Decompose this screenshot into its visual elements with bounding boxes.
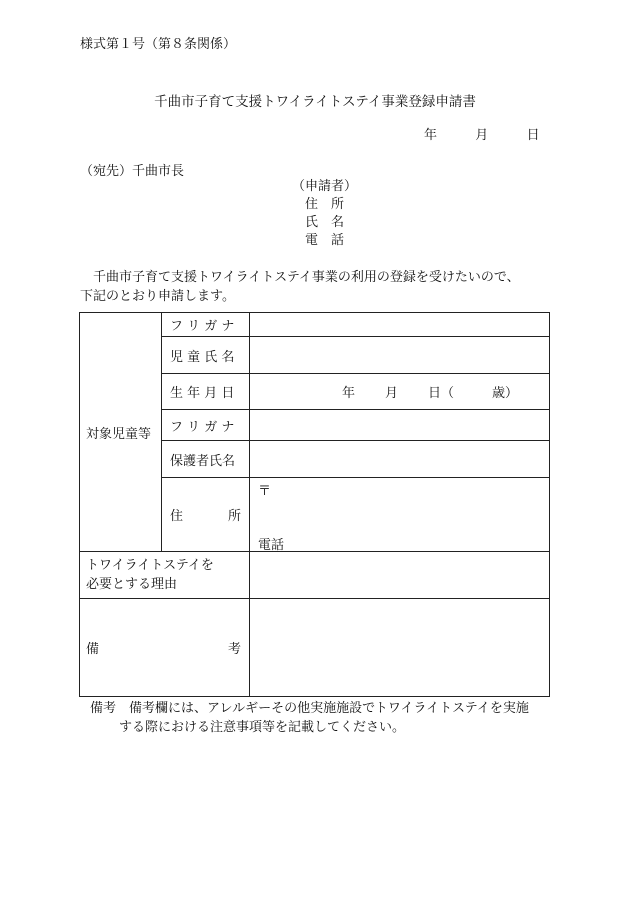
applicant-name-label: 氏 名 — [305, 215, 345, 230]
date-year-label: 年 — [424, 128, 438, 143]
registration-table — [79, 312, 550, 697]
birth-month-label: 月 — [385, 386, 399, 401]
furigana-field-1[interactable] — [250, 313, 550, 337]
postal-mark: 〒 — [258, 484, 272, 499]
addressee: （宛先）千曲市長 — [80, 164, 185, 179]
guardian-name-label: 保護者氏名 — [162, 441, 250, 478]
remarks-label: 備 考 — [80, 599, 250, 697]
date-day-label: 日 — [526, 128, 540, 143]
reason-label: トワイライトステイを 必要とする理由 — [80, 552, 250, 599]
address-field[interactable] — [250, 478, 550, 552]
child-name-label: 児 童 氏 名 — [162, 337, 250, 374]
date-month-label: 月 — [475, 128, 489, 143]
footnote-line-2: する際における注意事項等を記載してください。 — [119, 720, 406, 735]
birthdate-label: 生 年 月 日 — [162, 374, 250, 410]
furigana-field-2[interactable] — [250, 410, 550, 441]
footnote-line-1: 備考 備考欄には、アレルギーその他実施施設でトワイライトステイを実施 — [90, 701, 529, 716]
intro-line-1: 千曲市子育て支援トワイライトステイ事業の利用の登録を受けたいので、 — [93, 270, 520, 285]
birth-year-label: 年 — [342, 386, 356, 401]
document-title: 千曲市子育て支援トワイライトステイ事業登録申請書 — [154, 94, 476, 110]
applicant-address-label: 住 所 — [305, 197, 345, 212]
footnote — [90, 699, 529, 737]
intro-line-2: 下記のとおり申請します。 — [80, 289, 235, 304]
date-line — [424, 124, 540, 143]
form-number: 様式第１号（第８条関係） — [80, 37, 237, 52]
intro-text — [80, 268, 560, 306]
reason-field[interactable] — [250, 552, 550, 599]
applicant-phone-label: 電 話 — [305, 233, 345, 248]
target-child-group-label: 対象児童等 — [80, 313, 162, 552]
birth-age-label: 歳） — [492, 386, 519, 401]
furigana-label-2: フ リ ガ ナ — [162, 410, 250, 441]
birth-day-label: 日（ — [428, 386, 455, 401]
address-label: 住 所 — [162, 478, 250, 552]
child-name-field[interactable] — [250, 337, 550, 374]
remarks-field[interactable] — [250, 599, 550, 697]
guardian-name-field[interactable] — [250, 441, 550, 478]
furigana-label-1: フ リ ガ ナ — [162, 313, 250, 337]
applicant-block — [292, 178, 372, 250]
birthdate-field[interactable] — [250, 374, 550, 410]
phone-label: 電話 — [258, 538, 285, 553]
applicant-heading: （申請者） — [292, 179, 358, 194]
